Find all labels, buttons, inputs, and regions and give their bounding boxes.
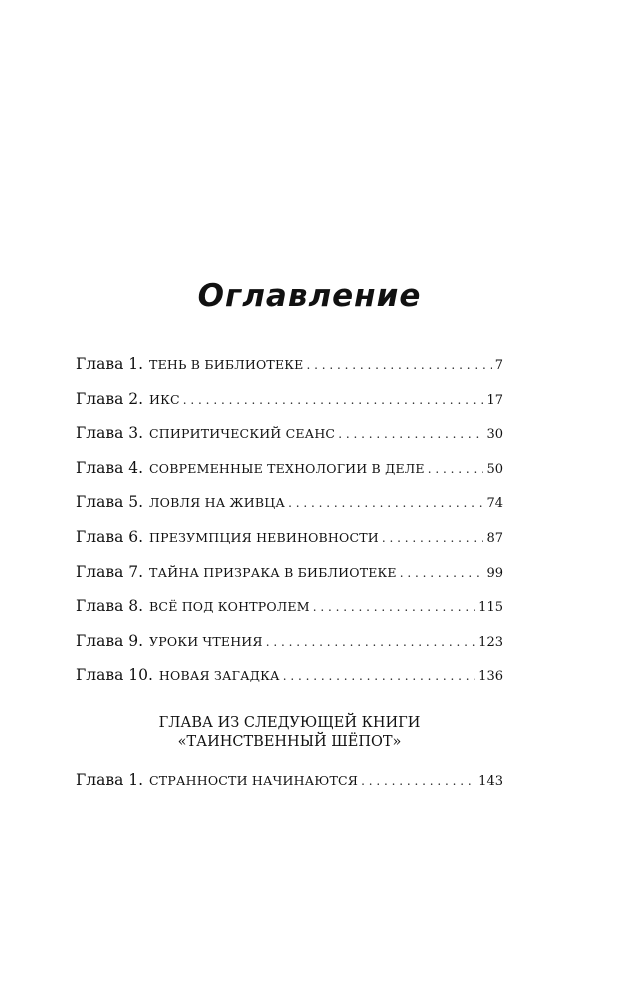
chapter-name: СОВРЕМЕННЫЕ ТЕХНОЛОГИИ В ДЕЛЕ <box>149 460 425 476</box>
chapter-number: Глава 1. <box>76 355 144 373</box>
chapter-name: ТАЙНА ПРИЗРАКА В БИБЛИОТЕКЕ <box>149 564 397 580</box>
toc-entry <box>76 632 503 667</box>
toc-entry <box>76 493 503 528</box>
toc-entry <box>76 666 503 701</box>
leader-dots <box>283 669 475 683</box>
leader-dots <box>313 600 475 614</box>
leader-dots <box>400 566 484 580</box>
chapter-name: ИКС <box>149 391 180 407</box>
toc-entry <box>76 771 503 806</box>
leader-dots <box>266 635 475 649</box>
chapter-number: Глава 10. <box>76 666 153 685</box>
chapter-name: ЛОВЛЯ НА ЖИВЦА <box>149 495 286 511</box>
next-book-heading <box>76 714 503 752</box>
leader-dots <box>288 496 483 510</box>
page-number: 99 <box>486 565 503 581</box>
toc-entry <box>76 355 503 390</box>
leader-dots <box>428 462 484 476</box>
leader-dots <box>361 774 475 788</box>
toc-entry <box>76 528 503 563</box>
toc-entry <box>76 597 503 632</box>
chapter-number: Глава 1. <box>76 771 144 789</box>
table-of-contents <box>76 355 503 701</box>
leader-dots <box>382 531 484 545</box>
next-book-heading-line-1: ГЛАВА ИЗ СЛЕДУЮЩЕЙ КНИГИ <box>158 715 421 731</box>
chapter-number: Глава 5. <box>76 493 144 512</box>
page-number: 123 <box>478 634 503 650</box>
leader-dots <box>183 393 484 407</box>
next-book-toc <box>76 771 503 806</box>
page-number: 74 <box>486 496 503 512</box>
leader-dots <box>306 358 491 372</box>
page-number: 7 <box>494 358 503 373</box>
chapter-name: СПИРИТИЧЕСКИЙ СЕАНС <box>149 426 336 442</box>
page-title: Оглавление <box>197 278 422 314</box>
next-book-heading-line-2: «ТАИНСТВЕННЫЙ ШЁПОТ» <box>177 734 402 750</box>
page-number: 115 <box>478 600 503 616</box>
chapter-number: Глава 9. <box>76 631 144 650</box>
toc-entry <box>76 390 503 425</box>
chapter-number: Глава 8. <box>76 597 144 616</box>
page-number: 17 <box>486 392 503 408</box>
chapter-number: Глава 3. <box>76 424 144 443</box>
chapter-number: Глава 4. <box>76 458 144 477</box>
chapter-name: ПРЕЗУМПЦИЯ НЕВИНОВНОСТИ <box>149 529 379 545</box>
page-number: 30 <box>486 427 503 443</box>
chapter-name: ВСЁ ПОД КОНТРОЛЕМ <box>149 599 310 615</box>
chapter-name: УРОКИ ЧТЕНИЯ <box>149 633 263 649</box>
page-number: 143 <box>478 774 503 789</box>
chapter-number: Глава 6. <box>76 527 144 546</box>
chapter-number: Глава 2. <box>76 389 144 408</box>
toc-entry <box>76 459 503 494</box>
page-number: 50 <box>486 461 503 477</box>
chapter-name: ТЕНЬ В БИБЛИОТЕКЕ <box>149 357 304 372</box>
page-number: 136 <box>478 669 503 685</box>
toc-entry <box>76 563 503 598</box>
chapter-name: СТРАННОСТИ НАЧИНАЮТСЯ <box>149 773 359 788</box>
leader-dots <box>338 427 483 441</box>
toc-entry <box>76 424 503 459</box>
chapter-name: НОВАЯ ЗАГАДКА <box>158 668 280 684</box>
chapter-number: Глава 7. <box>76 562 144 581</box>
page-number: 87 <box>486 530 503 546</box>
